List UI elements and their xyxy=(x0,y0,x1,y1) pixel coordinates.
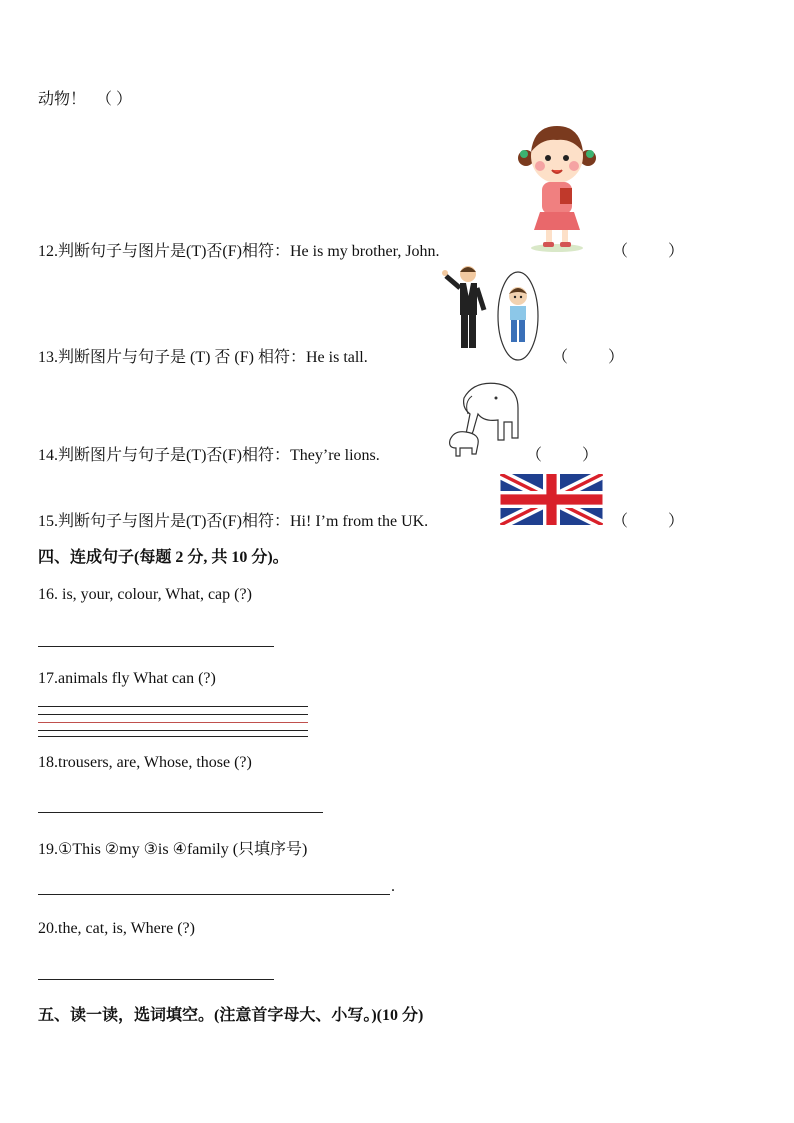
q15-answer-blank[interactable]: （ ） xyxy=(612,513,685,530)
q18-text: 18.trousers, are, Whose, those (?) xyxy=(38,754,252,771)
q16-text: 16. is, your, colour, What, cap (?) xyxy=(38,586,252,603)
q19-text: 19.①This ②my ③is ④family (只填序号) xyxy=(38,841,308,858)
q19-answer-line[interactable] xyxy=(38,894,390,895)
q17-writing-line-1 xyxy=(38,706,308,707)
q20-text: 20.the, cat, is, Where (?) xyxy=(38,920,195,937)
elephants-illustration xyxy=(444,378,522,460)
q17-text: 17.animals fly What can (?) xyxy=(38,670,216,687)
q11-text xyxy=(38,86,132,109)
q14-text: 14.判断图片与句子是(T)否(F)相符：They’re lions. xyxy=(38,447,380,464)
section-5-heading: 五、读一读，选词填空。(注意首字母大、小写。)(10 分) xyxy=(38,1007,424,1024)
girl-illustration xyxy=(512,118,602,254)
q20-answer-line[interactable] xyxy=(38,979,274,980)
q15-text: 15.判断句子与图片是(T)否(F)相符：Hi! I’m from the UK. xyxy=(38,513,429,530)
q19-period: . xyxy=(391,878,395,895)
q11-text-tail: 动物！ xyxy=(38,91,87,108)
q17-writing-line-5 xyxy=(38,736,308,737)
q16-answer-line[interactable] xyxy=(38,646,274,647)
q12-text: 12.判断句子与图片是(T)否(F)相符：He is my brother, John. xyxy=(38,243,440,260)
q14-answer-blank[interactable]: （ ） xyxy=(526,447,599,464)
man-and-boy-illustration xyxy=(440,262,545,362)
q11-answer-blank[interactable]: （ ） xyxy=(96,91,133,108)
q13-text: 13.判断图片与句子是 (T) 否 (F) 相符：He is tall. xyxy=(38,349,368,366)
section-4-heading: 四、连成句子(每题 2 分, 共 10 分)。 xyxy=(38,549,289,566)
q17-writing-line-3 xyxy=(38,722,308,723)
q13-answer-blank[interactable]: （ ） xyxy=(552,349,625,366)
q17-writing-line-2 xyxy=(38,714,308,715)
uk-flag-illustration xyxy=(500,474,603,525)
q17-writing-line-4 xyxy=(38,730,308,731)
q12-answer-blank[interactable]: （ ） xyxy=(612,243,685,260)
q18-answer-line[interactable] xyxy=(38,812,323,813)
